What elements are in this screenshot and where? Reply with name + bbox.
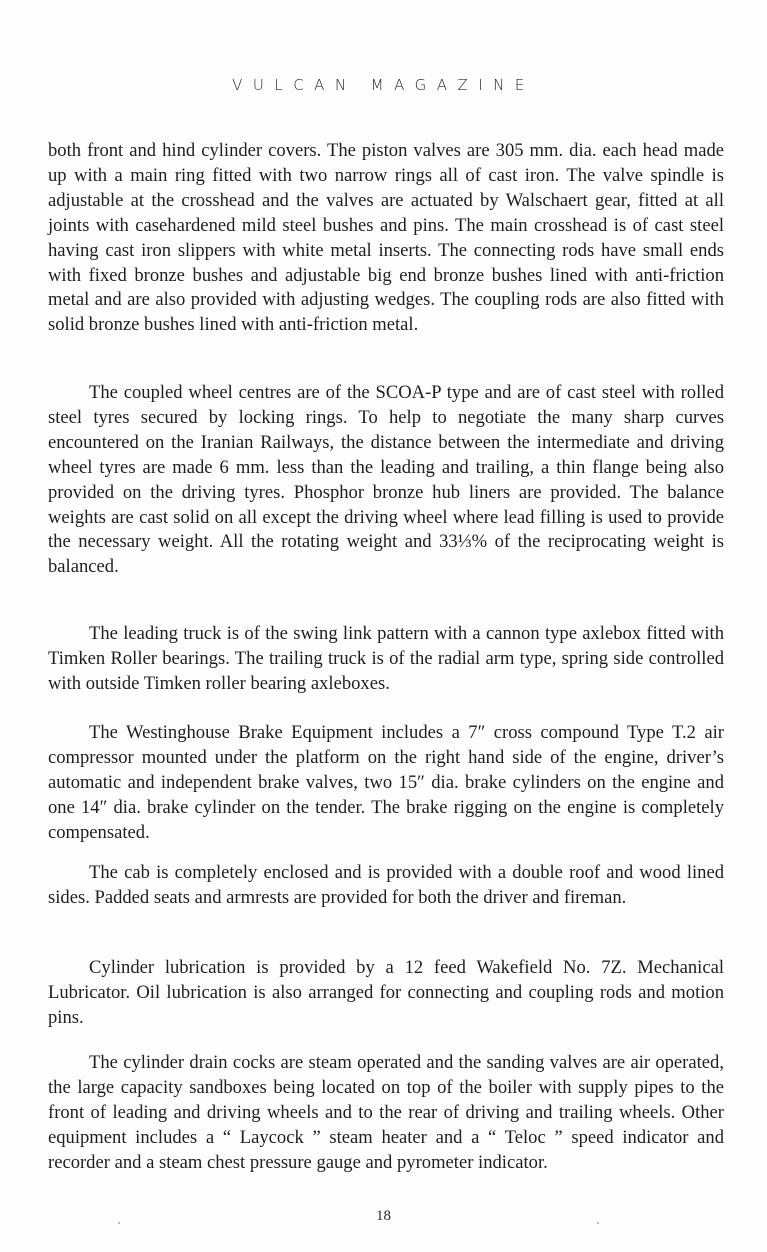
paragraph-drain-cocks-sanding: The cylinder drain cocks are steam operated and the sanding valves are air operated, the large capacity sandboxes being located on top of the boiler with supply pipes to the front of leading and driving wheels and to the rear of driving and trailing wheels. Other equipment includes a “ Laycock ” steam heater and a “ Teloc ” speed indicator and recorder and a steam chest pressure gauge and pyrometer indicator. [48, 1052, 724, 1173]
scan-speck [118, 1222, 120, 1224]
header-word-magazine: MAGAZINE [370, 76, 535, 94]
running-header [0, 76, 767, 94]
header-word-vulcan: VULCAN [232, 76, 357, 94]
scan-speck [597, 1222, 599, 1224]
page-number: 18 [376, 1208, 391, 1224]
paragraph-brake-equipment: The Westinghouse Brake Equipment includes a 7″ cross compound Type T.2 air compressor mounted under the platform on the right hand side of the engine, driver’s automatic and independent brake valves, two 15″ dia. brake cylinders on the engine and one 14″ dia. brake cylinder on the tender. The brake rigging on the engine is completely compensated. [48, 722, 724, 843]
paragraph-leading-truck: The leading truck is of the swing link pattern with a cannon type axlebox fitted with Timken Roller bearings. The trailing truck is of the radial arm type, spring side controlled with outside Timken roller bearing axleboxes. [48, 623, 724, 694]
paragraph-cab: The cab is completely enclosed and is provided with a double roof and wood lined sides. Padded seats and armrests are provided for both the driver and fireman. [48, 862, 724, 908]
paragraph-wheel-centres: The coupled wheel centres are of the SCOA-P type and are of cast steel with rolled steel tyres secured by locking rings. To help to negotiate the many sharp curves encountered on the Iranian Railways, the distance between the intermediate and driving wheel tyres are made 6 mm. less than the leading and trailing, a thin flange being also provided on the driving tyres. Phosphor bronze hub liners are provided. The balance weights are cast solid on all except the driving wheel where lead filling is used to provide the necessary weight. All the rotating weight and 33⅓% of the reciprocating weight is balanced. [48, 382, 724, 578]
paragraph-lubrication: Cylinder lubrication is provided by a 12 feed Wakefield No. 7Z. Mechanical Lubricator. Oil lubrication is also arranged for connecting and coupling rods and motion pins. [48, 957, 724, 1028]
paragraph-cylinder-valves: both front and hind cylinder covers. The piston valves are 305 mm. dia. each head made up with a main ring fitted with two narrow rings all of cast iron. The valve spindle is adjustable at the crosshead and the valves are actuated by Walschaert gear, fitted at all joints with casehardened mild steel bushes and pins. The main crosshead is of cast steel having cast iron slippers with white metal inserts. The connecting rods have small ends with fixed bronze bushes and adjustable big end bronze bushes lined with anti-friction metal and are also provided with adjusting wedges. The coupling rods are also fitted with solid bronze bushes lined with anti-friction metal. [48, 140, 724, 336]
